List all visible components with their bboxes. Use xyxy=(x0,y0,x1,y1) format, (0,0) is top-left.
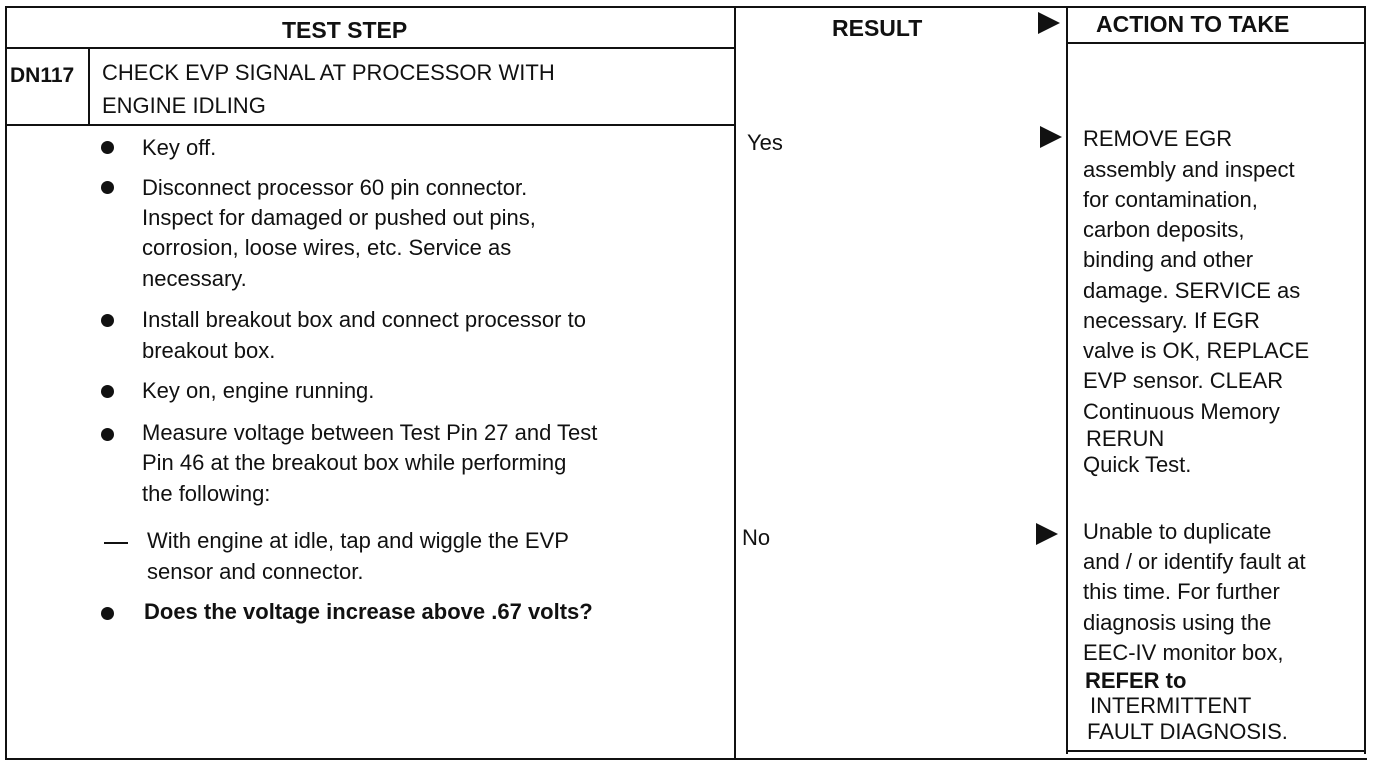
column-divider-action xyxy=(1066,6,1068,754)
instruction-wiggle-line-1: With engine at idle, tap and wiggle the EVP xyxy=(147,528,569,553)
action-no-line-7: INTERMITTENT xyxy=(1090,693,1252,718)
action-no-line-8: FAULT DIAGNOSIS. xyxy=(1087,719,1288,744)
result-no-arrow-icon xyxy=(1036,523,1058,545)
instruction-key-on: Key on, engine running. xyxy=(142,378,375,403)
bullet-1 xyxy=(101,141,114,154)
action-yes-line-1: REMOVE EGR xyxy=(1083,126,1233,151)
bullet-3 xyxy=(101,314,114,327)
instruction-measure-line-2: Pin 46 at the breakout box while performing xyxy=(142,450,567,475)
result-no: No xyxy=(742,525,771,550)
instruction-disconnect-line-4: necessary. xyxy=(142,266,247,291)
action-yes-line-8: valve is OK, REPLACE xyxy=(1083,338,1310,363)
result-yes: Yes xyxy=(747,130,783,155)
bullet-4 xyxy=(101,385,114,398)
header-action-to-take: ACTION TO TAKE xyxy=(1096,11,1290,37)
dash-1 xyxy=(104,542,128,544)
action-yes-line-12: Quick Test. xyxy=(1083,452,1192,477)
action-yes-line-7: necessary. If EGR xyxy=(1083,308,1260,333)
action-yes-line-11: RERUN xyxy=(1086,426,1165,451)
result-yes-arrow-icon xyxy=(1040,126,1062,148)
instruction-disconnect-line-1: Disconnect processor 60 pin connector. xyxy=(142,175,528,200)
action-yes-line-3: for contamination, xyxy=(1083,187,1258,212)
action-no-line-1: Unable to duplicate xyxy=(1083,519,1272,544)
header-arrow-icon xyxy=(1038,12,1060,34)
step-title-bottom-border xyxy=(5,124,735,126)
header-test-step: TEST STEP xyxy=(282,17,408,43)
step-id-divider xyxy=(88,48,90,126)
instruction-question: Does the voltage increase above .67 volts? xyxy=(144,599,593,624)
action-yes-line-9: EVP sensor. CLEAR xyxy=(1083,368,1284,393)
action-yes-line-2: assembly and inspect xyxy=(1083,157,1295,182)
step-title-line-2: ENGINE IDLING xyxy=(102,93,266,118)
column-divider-result xyxy=(734,6,736,760)
instruction-install-line-2: breakout box. xyxy=(142,338,276,363)
bullet-2 xyxy=(101,181,114,194)
step-id: DN117 xyxy=(10,64,75,87)
instruction-measure-line-3: the following: xyxy=(142,481,271,506)
instruction-wiggle-line-2: sensor and connector. xyxy=(147,559,364,584)
step-title-line-1: CHECK EVP SIGNAL AT PROCESSOR WITH xyxy=(102,60,555,85)
header-result: RESULT xyxy=(832,15,923,41)
action-no-line-5: EEC-IV monitor box, xyxy=(1083,640,1284,665)
action-yes-line-5: binding and other xyxy=(1083,247,1254,272)
table-right-border xyxy=(1364,6,1366,754)
instruction-measure-line-1: Measure voltage between Test Pin 27 and Test xyxy=(142,420,598,445)
instruction-disconnect-line-2: Inspect for damaged or pushed out pins, xyxy=(142,205,536,230)
instruction-key-off: Key off. xyxy=(142,135,217,160)
action-no-line-4: diagnosis using the xyxy=(1083,610,1272,635)
action-yes-line-10: Continuous Memory xyxy=(1083,399,1280,424)
table-top-border xyxy=(5,6,1365,8)
header-divider-left xyxy=(5,47,735,49)
table-bottom-border xyxy=(5,758,1367,760)
action-no-line-2: and / or identify fault at xyxy=(1083,549,1306,574)
action-no-refer: REFER to xyxy=(1085,668,1187,693)
action-inner-bottom xyxy=(1068,750,1366,752)
bullet-5 xyxy=(101,428,114,441)
action-yes-line-4: carbon deposits, xyxy=(1083,217,1245,242)
bullet-6 xyxy=(101,607,114,620)
header-divider-right xyxy=(1066,42,1366,44)
instruction-disconnect-line-3: corrosion, loose wires, etc. Service as xyxy=(142,235,512,260)
table-left-border xyxy=(5,6,7,760)
instruction-install-line-1: Install breakout box and connect processor to xyxy=(142,307,586,332)
action-yes-line-6: damage. SERVICE as xyxy=(1083,278,1301,303)
action-no-line-3: this time. For further xyxy=(1083,579,1280,604)
